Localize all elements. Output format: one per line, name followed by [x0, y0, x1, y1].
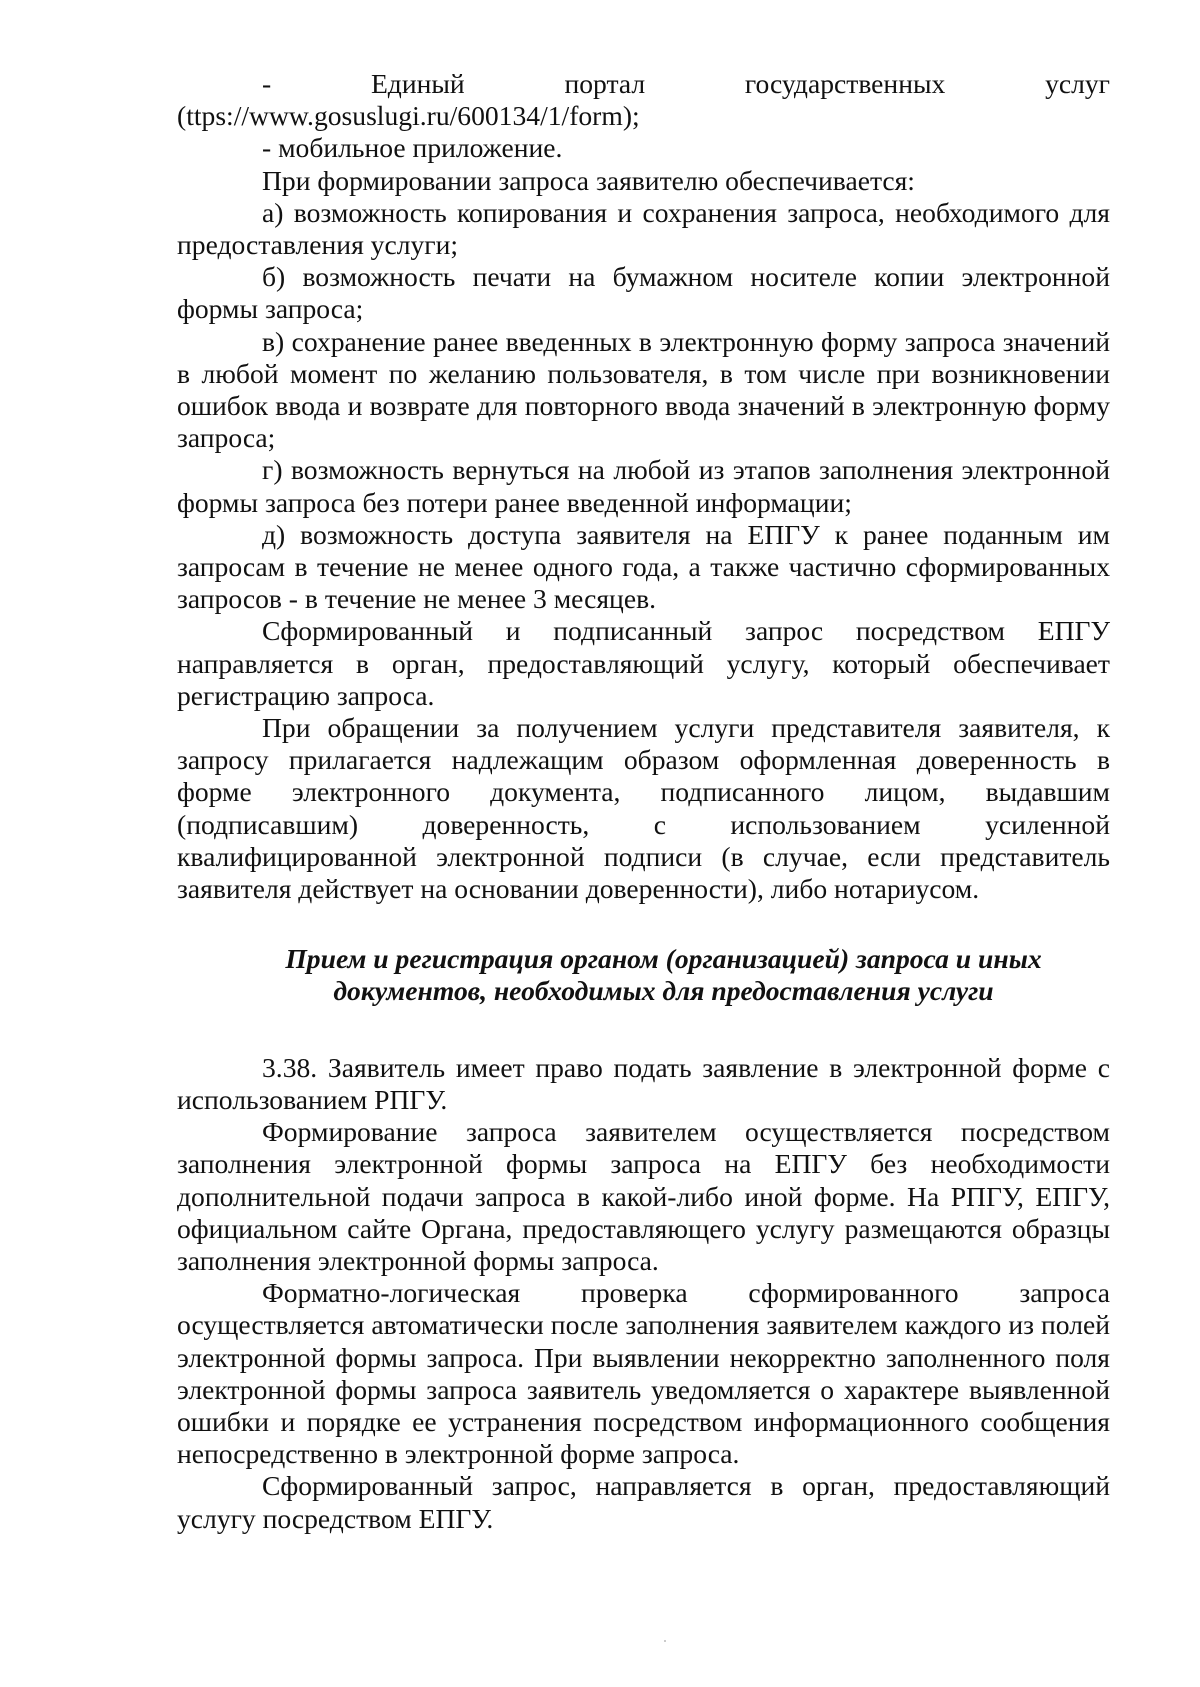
paragraph-signed-request: Сформированный и подписанный запрос посредством ЕПГУ направляется в орган, предоставляющий услугу, который обеспечивает регистрацию запроса.: [177, 615, 1110, 711]
paragraph-form-filling: Формирование запроса заявителем осуществляется посредством заполнения электронной формы запроса на ЕПГУ без необходимости дополнительной подачи запроса в какой-либо иной форме. На РПГУ, ЕПГУ, официальном сайте Органа, предоставляющего услугу размещаются образцы заполнения электронной формы запроса.: [177, 1116, 1110, 1276]
paragraph-item-d: д) возможность доступа заявителя на ЕПГУ к ранее поданным им запросам в течение не менее одного года, а также частично сформированных запросов - в течение не менее 3 месяцев.: [177, 518, 1110, 615]
paragraph-item-v: в) сохранение ранее введенных в электронную форму запроса значений в любой момент по желанию пользователя, в том числе при возникновении ошибок ввода и возврате для повторного ввода значений в электронную форму запроса;: [177, 325, 1110, 454]
scan-speck: [664, 1640, 666, 1642]
paragraph-request-sent: Сформированный запрос, направляется в орган, предоставляющий услугу посредством ЕПГУ.: [177, 1470, 1110, 1534]
paragraph-3-38: 3.38. Заявитель имеет право подать заявление в электронной форме с использованием РПГУ.: [177, 1051, 1110, 1115]
paragraph-item-a: а) возможность копирования и сохранения запроса, необходимого для предоставления услуги;: [177, 196, 1110, 261]
section-heading: [177, 943, 1110, 1007]
paragraph-item-g: г) возможность вернуться на любой из этапов заполнения электронной формы запроса без потери ранее введенной информации;: [177, 454, 1110, 518]
paragraph-item-b: б) возможность печати на бумажном носителе копии электронной формы запроса;: [177, 261, 1110, 325]
section-heading-line2: документов, необходимых для предоставления услуги: [333, 975, 994, 1007]
paragraph-representative: При обращении за получением услуги представителя заявителя, к запросу прилагается надлежащим образом оформленная доверенность в форме электронного документа, подписанного лицом, выдавшим (подписавшим) доверенность, с использованием усиленной квалифицированной электронной подписи (в случае, если представитель заявителя действует на основании доверенности), либо нотариусом.: [177, 712, 1110, 905]
paragraph-format-check: Форматно-логическая проверка сформированного запроса осуществляется автоматически после заполнения заявителем каждого из полей электронной формы запроса. При выявлении некорректно заполненного поля электронной формы запроса заявитель уведомляется о характере выявленной ошибки и порядке ее устранения посредством информационного сообщения непосредственно в электронной форме запроса.: [177, 1277, 1110, 1470]
paragraph-portal-line2: (ttps://www.gosuslugi.ru/600134/1/form);: [177, 100, 640, 132]
paragraph-mobile-app: - мобильное приложение.: [262, 132, 563, 164]
paragraph-portal-line1: - Единый портал государственных услуг: [262, 68, 1110, 99]
section-heading-line1: Прием и регистрация органом (организацией) запроса и иных: [285, 943, 1042, 975]
paragraph-request-intro: При формировании запроса заявителю обеспечивается:: [262, 164, 915, 196]
